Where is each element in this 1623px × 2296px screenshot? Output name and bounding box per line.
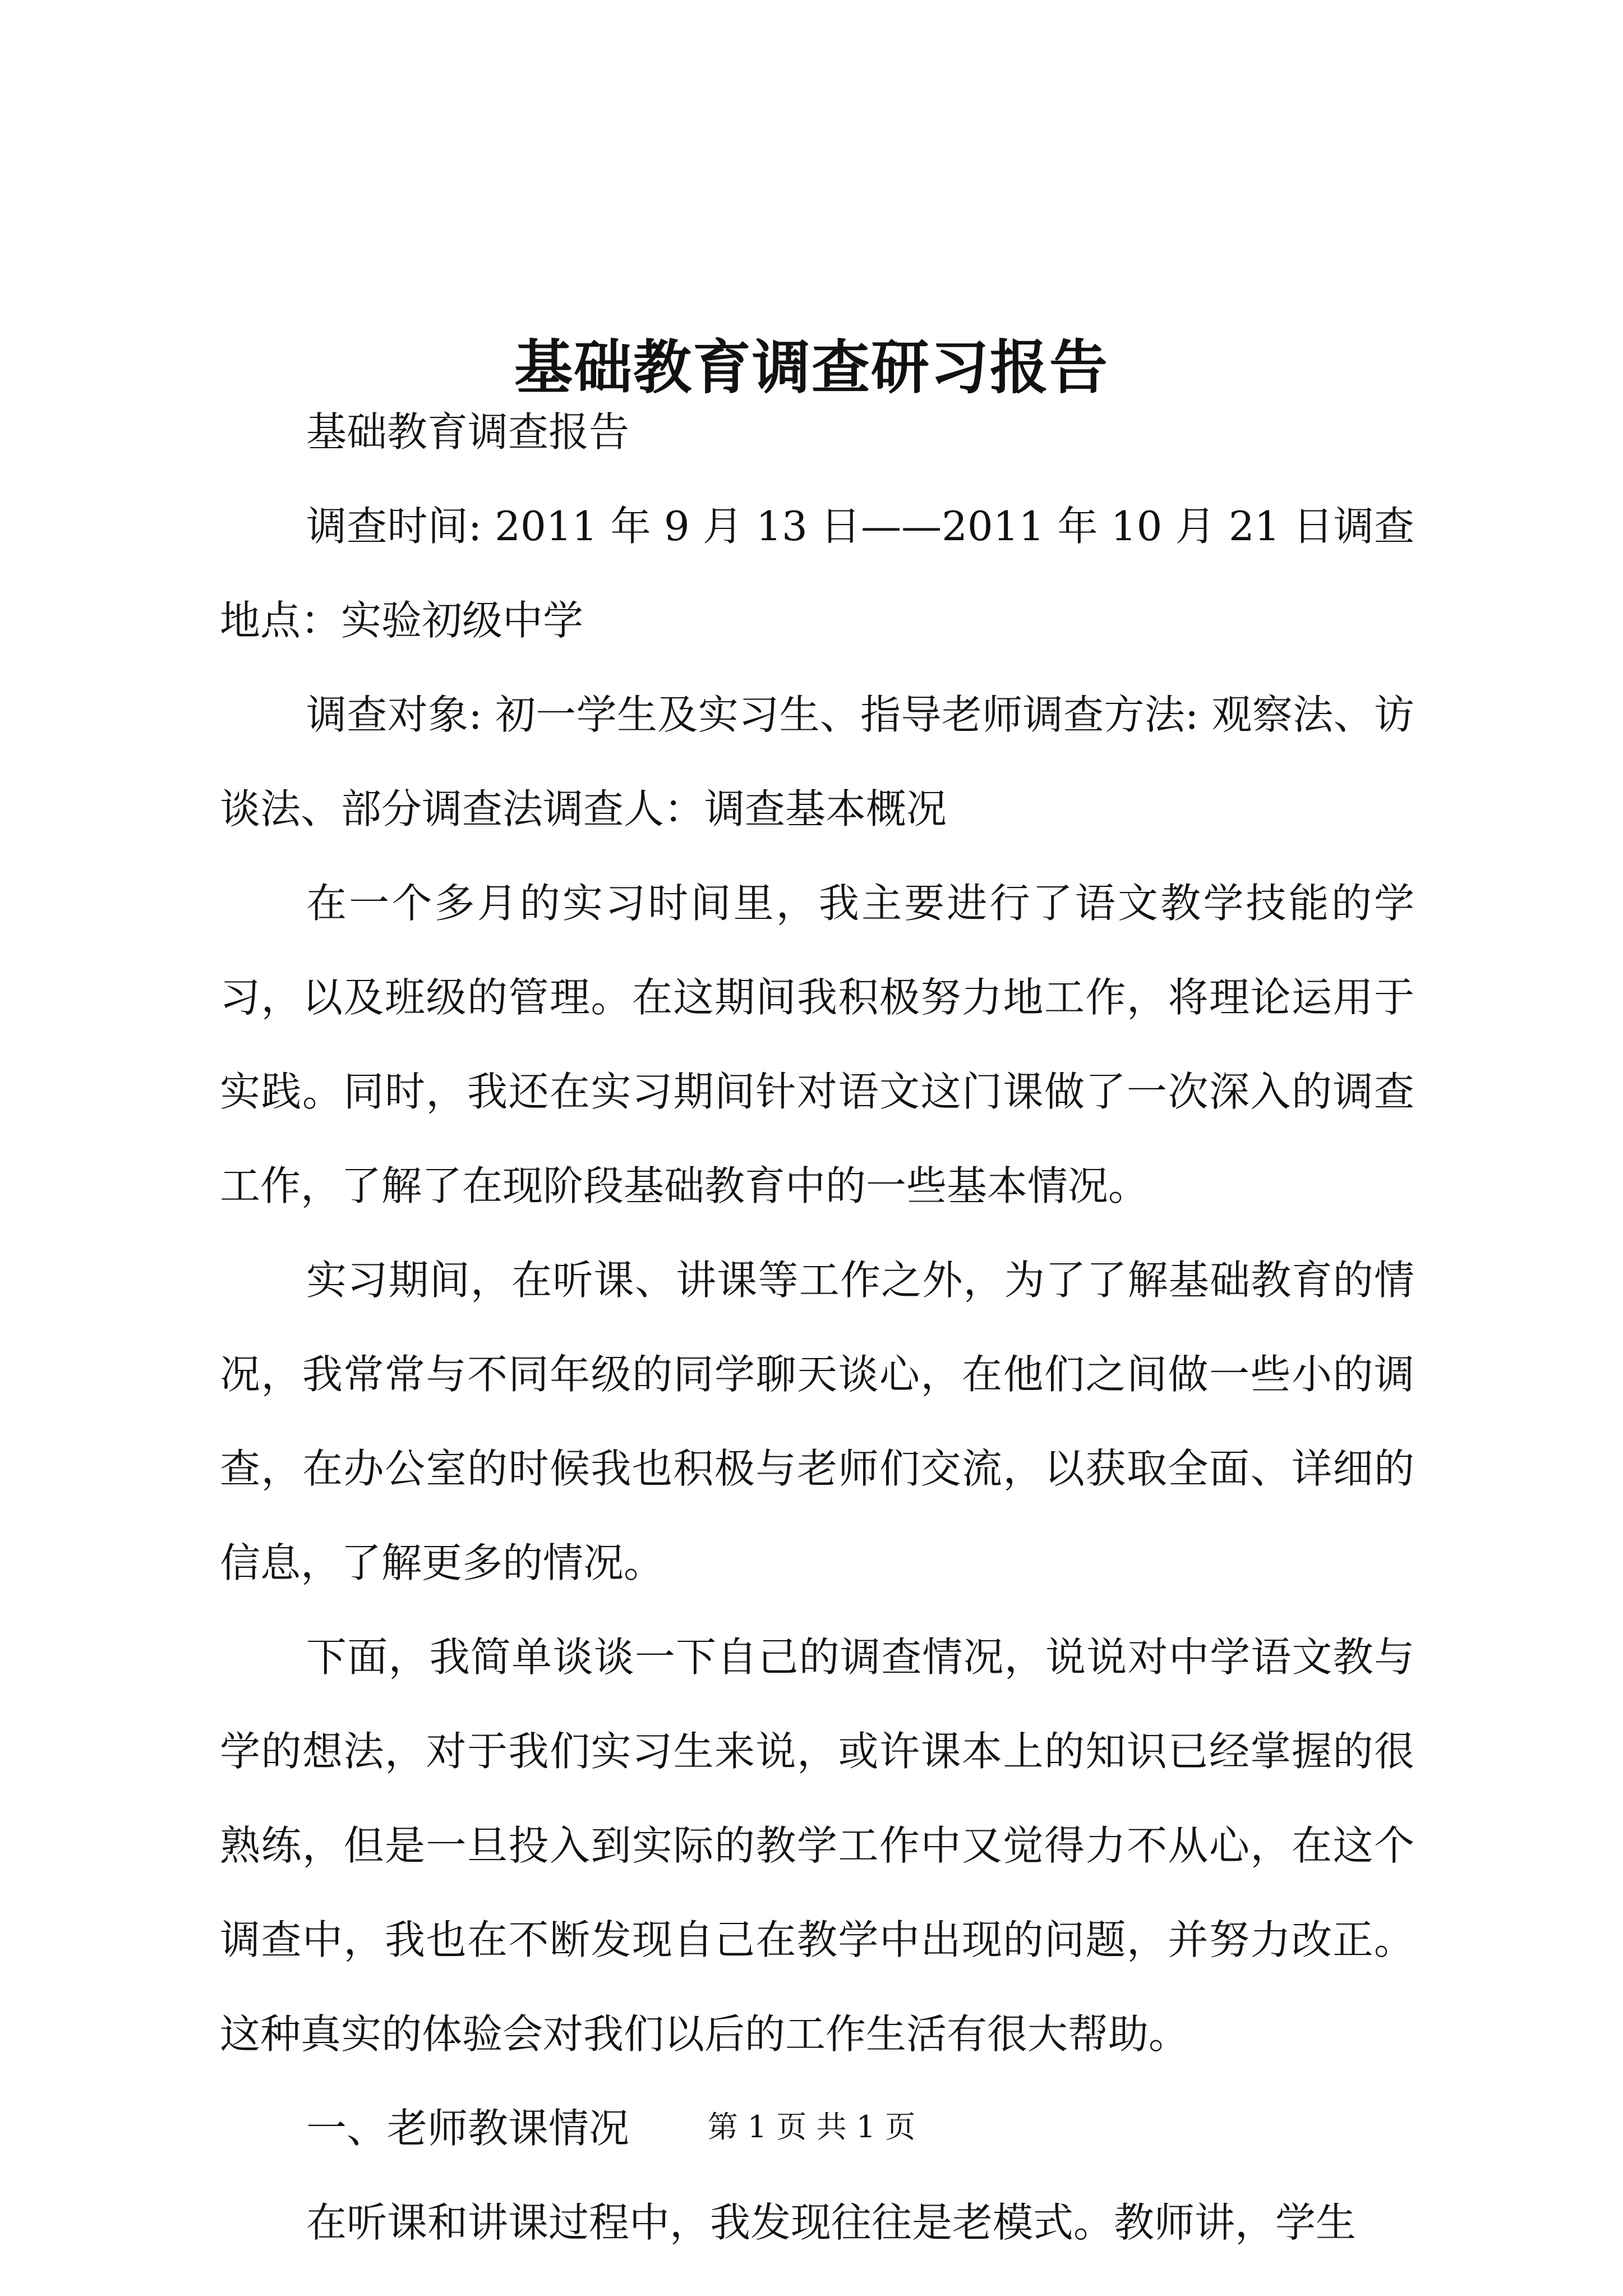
page-footer: 第 1 页 共 1 页 <box>707 2109 916 2145</box>
document-body <box>220 385 1414 2270</box>
paragraph-teaching-observation: 在听课和讲课过程中，我发现往往是老模式。教师讲，学生 <box>306 2199 1357 2246</box>
paragraph-internship-activities: 实习期间，在听课、讲课等工作之外，为了了解基础教育的情况，我常常与不同年级的同学聊天谈心，在他们之间做一些小的调查，在办公室的时候我也积极与老师们交流，以获取全面、详细的信息，了解更多的情况。 <box>220 1257 1414 1586</box>
paragraph-overview: 在一个多月的实习时间里，我主要进行了语文教学技能的学习，以及班级的管理。在这期间我积极努力地工作，将理论运用于实践。同时，我还在实习期间针对语文这门课做了一次深入的调查工作，了解了在现阶段基础教育中的一些基本情况。 <box>220 880 1414 1209</box>
section-heading-teaching: 一、老师教课情况 <box>306 2105 630 2152</box>
paragraph-survey-time-place: 调查时间: 2011 年 9 月 13 日——2011 年 10 月 21 日调查地点：实验初级中学 <box>220 503 1414 644</box>
document-title: 基础教育调查研习报告 <box>514 332 1109 402</box>
paragraph-subtitle: 基础教育调查报告 <box>306 408 630 455</box>
paragraph-survey-subjects-methods: 调查对象: 初一学生及实习生、指导老师调查方法: 观察法、访谈法、部分调查法调查人：调查基本概况 <box>220 691 1414 832</box>
paragraph-reflection: 下面，我简单谈谈一下自己的调查情况，说说对中学语文教与学的想法，对于我们实习生来说，或许课本上的知识已经掌握的很熟练，但是一旦投入到实际的教学工作中又觉得力不从心，在这个调查中，我也在不断发现自己在教学中出现的问题，并努力改正。这种真实的体验会对我们以后的工作生活有很大帮助。 <box>220 1634 1414 2058</box>
